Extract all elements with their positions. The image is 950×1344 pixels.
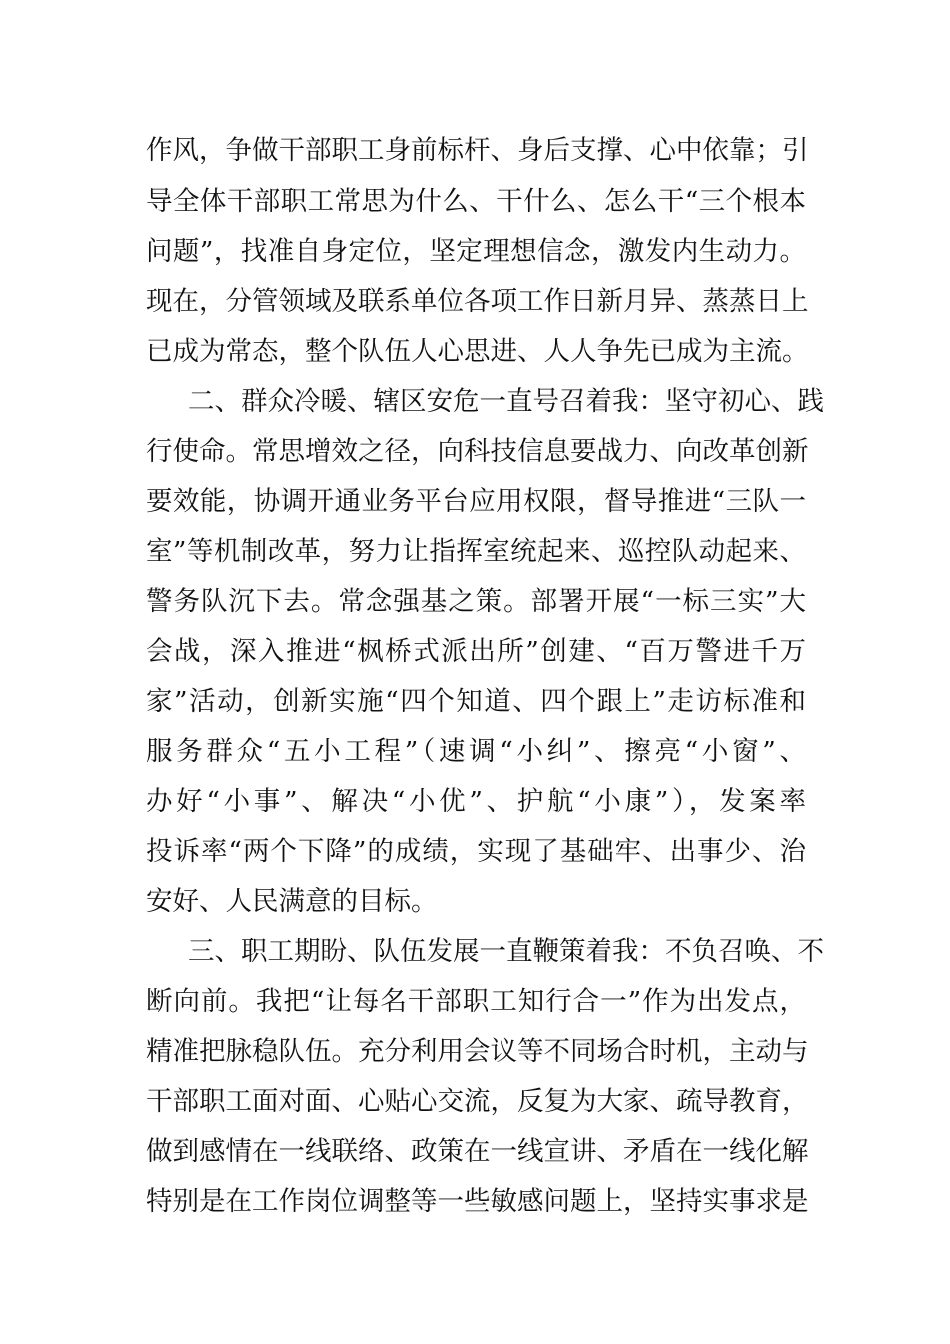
text-line: 办好“小事”、解决“小优”、护航“小康”），发案率 [146,786,806,817]
text-line: 精准把脉稳队伍。充分利用会议等不同场合时机，主动与 [146,1036,809,1067]
text-line: 特别是在工作岗位调整等一些敏感问题上，坚持实事求是 [146,1186,809,1217]
paragraph-2-last-line: 安好、人民满意的目标。 [146,886,438,917]
text-line: 会战，深入推进“枫桥式派出所”创建、“百万警进千万 [146,636,806,667]
text-line: 投诉率“两个下降”的成绩，实现了基础牢、出事少、治 [146,836,806,867]
text-line: 已成为常态，整个队伍人心思进、人人争先已成为主流。 [146,336,809,367]
text-line: 现在，分管领域及联系单位各项工作日新月异、蒸蒸日上 [146,286,809,317]
text-line: 室”等机制改革，努力让指挥室统起来、巡控队动起来、 [146,536,806,567]
paragraph-3-first-line: 三、职工期盼、队伍发展一直鞭策着我：不负召唤、不 [188,936,824,967]
text-line: 做到感情在一线联络、政策在一线宣讲、矛盾在一线化解 [146,1136,809,1167]
text-line: 导全体干部职工常思为什么、干什么、怎么干“三个根本 [146,186,806,217]
text-line: 行使命。常思增效之径，向科技信息要战力、向改革创新 [146,436,809,467]
text-line: 服务群众“五小工程”（速调“小纠”、擦亮“小窗”、 [146,736,806,767]
text-line: 问题”，找准自身定位，坚定理想信念，激发内生动力。 [146,236,806,267]
text-line: 作风，争做干部职工身前标杆、身后支撑、心中依靠；引 [146,135,809,166]
text-line: 断向前。我把“让每名干部职工知行合一”作为出发点， [146,986,806,1017]
paragraph-2-first-line: 二、群众冷暖、辖区安危一直号召着我：坚守初心、践 [188,386,824,417]
text-line: 家”活动，创新实施“四个知道、四个跟上”走访标准和 [146,686,806,717]
text-line: 干部职工面对面、心贴心交流，反复为大家、疏导教育， [146,1086,809,1117]
text-line: 要效能，协调开通业务平台应用权限，督导推进“三队一 [146,486,806,517]
text-line: 警务队沉下去。常念强基之策。部署开展“一标三实”大 [146,586,806,617]
